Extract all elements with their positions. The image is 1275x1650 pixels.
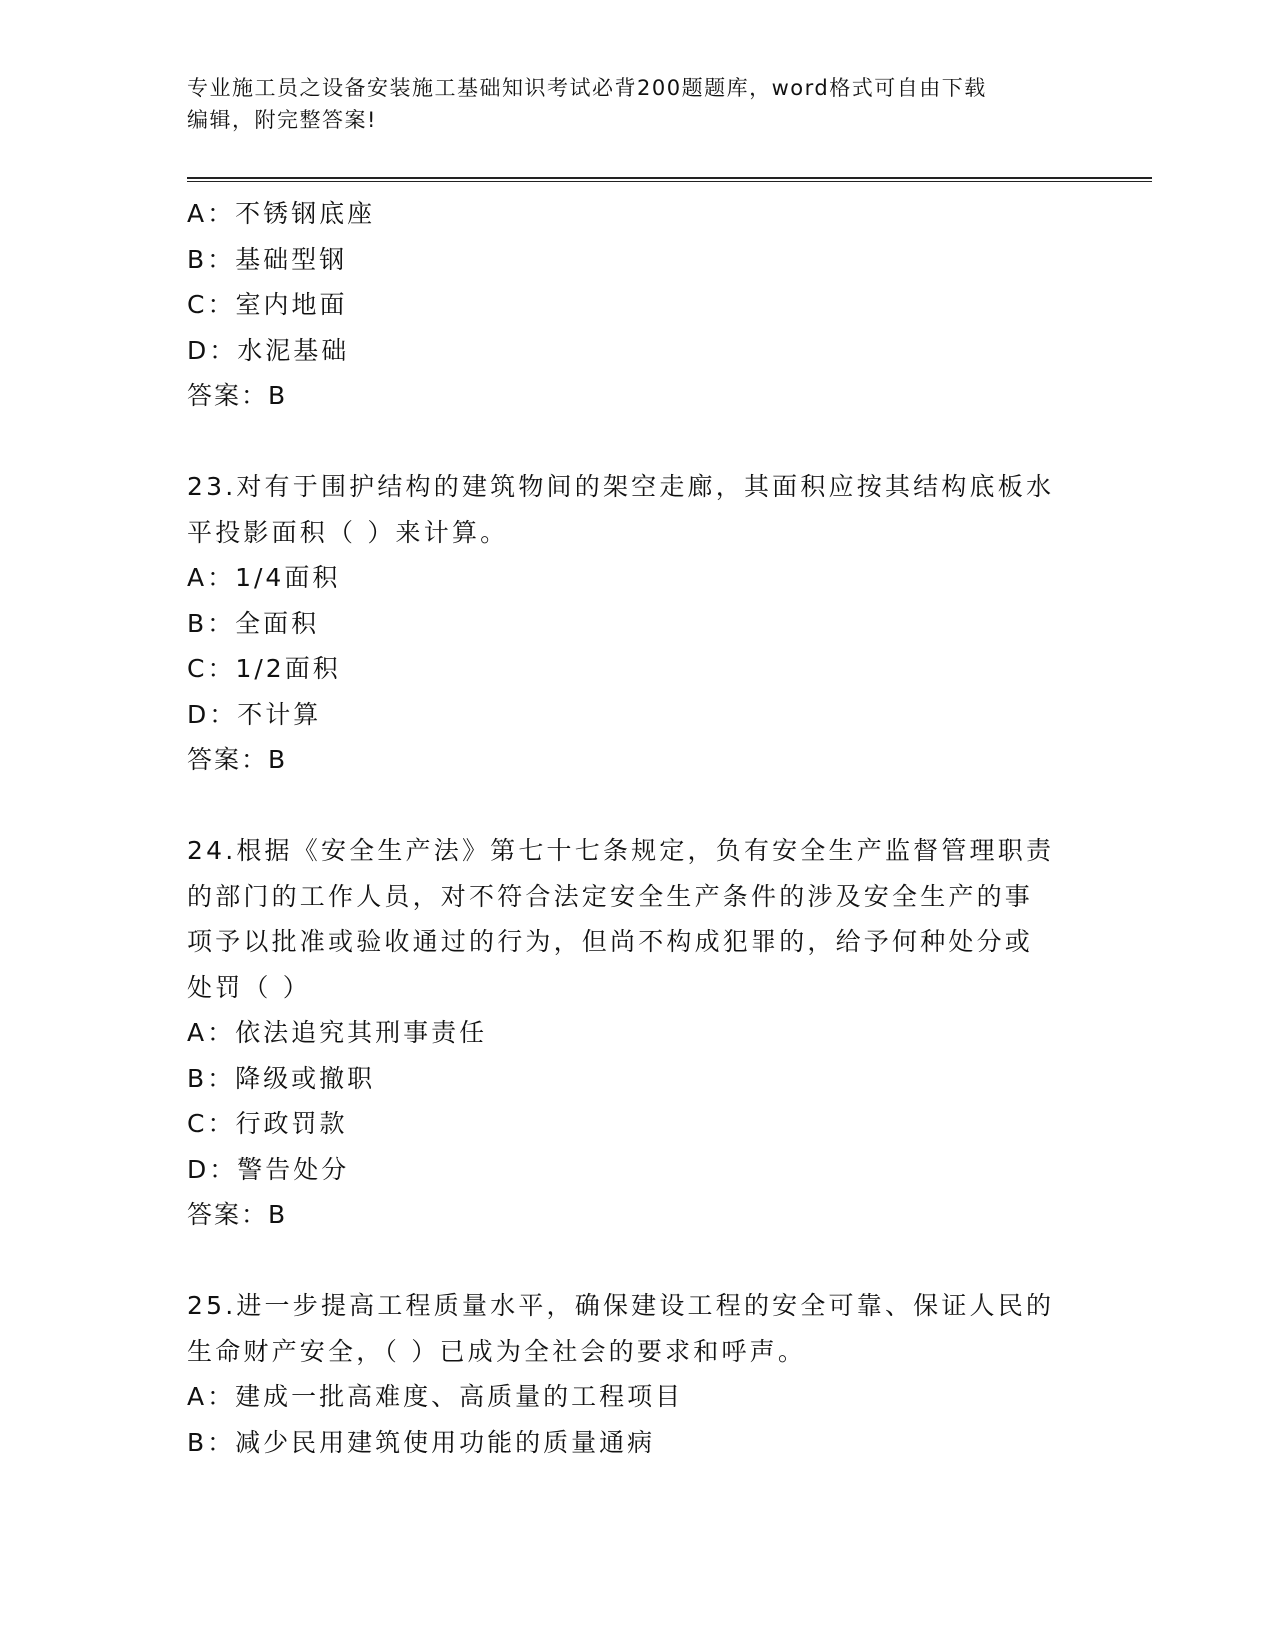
option-b: B：减少民用建筑使用功能的质量通病 xyxy=(187,1427,656,1457)
question-22 xyxy=(187,191,1087,419)
question-text-line: 24.根据《安全生产法》第七十七条规定，负有安全生产监督管理职责 xyxy=(187,836,1055,865)
option-a: A：不锈钢底座 xyxy=(187,199,376,228)
question-24 xyxy=(187,828,1087,1238)
header-divider-thin xyxy=(187,181,1152,182)
question-text-line: 项予以批准或验收通过的行为，但尚不构成犯罪的，给予何种处分或 xyxy=(187,927,1034,956)
question-text-line: 生命财产安全，（ ）已成为全社会的要求和呼声。 xyxy=(187,1336,807,1366)
option-a: A：1/4面积 xyxy=(187,563,341,592)
option-a: A：依法追究其刑事责任 xyxy=(187,1018,488,1047)
header-title-line-1: 专业施工员之设备安装施工基础知识考试必背200题题库，word格式可自由下载 xyxy=(187,76,987,100)
answer: 答案：B xyxy=(187,381,288,410)
option-c: C：室内地面 xyxy=(187,290,348,319)
document-header xyxy=(187,72,1067,136)
spacer xyxy=(187,783,1087,829)
option-a: A：建成一批高难度、高质量的工程项目 xyxy=(187,1382,684,1411)
option-c: C：行政罚款 xyxy=(187,1109,348,1138)
question-text-line: 平投影面积（ ）来计算。 xyxy=(187,517,509,547)
header-divider-thick xyxy=(187,177,1152,179)
answer: 答案：B xyxy=(187,745,288,774)
option-b: B：全面积 xyxy=(187,608,320,638)
question-list xyxy=(187,191,1087,1465)
option-c: C：1/2面积 xyxy=(187,654,341,683)
question-text-line: 23.对有于围护结构的建筑物间的架空走廊，其面积应按其结构底板水 xyxy=(187,472,1055,501)
question-25 xyxy=(187,1283,1087,1465)
option-d: D：不计算 xyxy=(187,699,322,729)
question-23 xyxy=(187,464,1087,783)
answer: 答案：B xyxy=(187,1200,288,1229)
spacer xyxy=(187,1238,1087,1284)
question-text-line: 处罚（ ） xyxy=(187,972,311,1002)
option-d: D：警告处分 xyxy=(187,1154,350,1184)
option-b: B：降级或撤职 xyxy=(187,1063,376,1093)
question-text-line: 25.进一步提高工程质量水平，确保建设工程的安全可靠、保证人民的 xyxy=(187,1291,1055,1320)
option-d: D：水泥基础 xyxy=(187,335,350,365)
spacer xyxy=(187,419,1087,465)
question-text-line: 的部门的工作人员，对不符合法定安全生产条件的涉及安全生产的事 xyxy=(187,881,1034,911)
header-title-line-2: 编辑，附完整答案! xyxy=(187,108,377,132)
option-b: B：基础型钢 xyxy=(187,244,348,274)
